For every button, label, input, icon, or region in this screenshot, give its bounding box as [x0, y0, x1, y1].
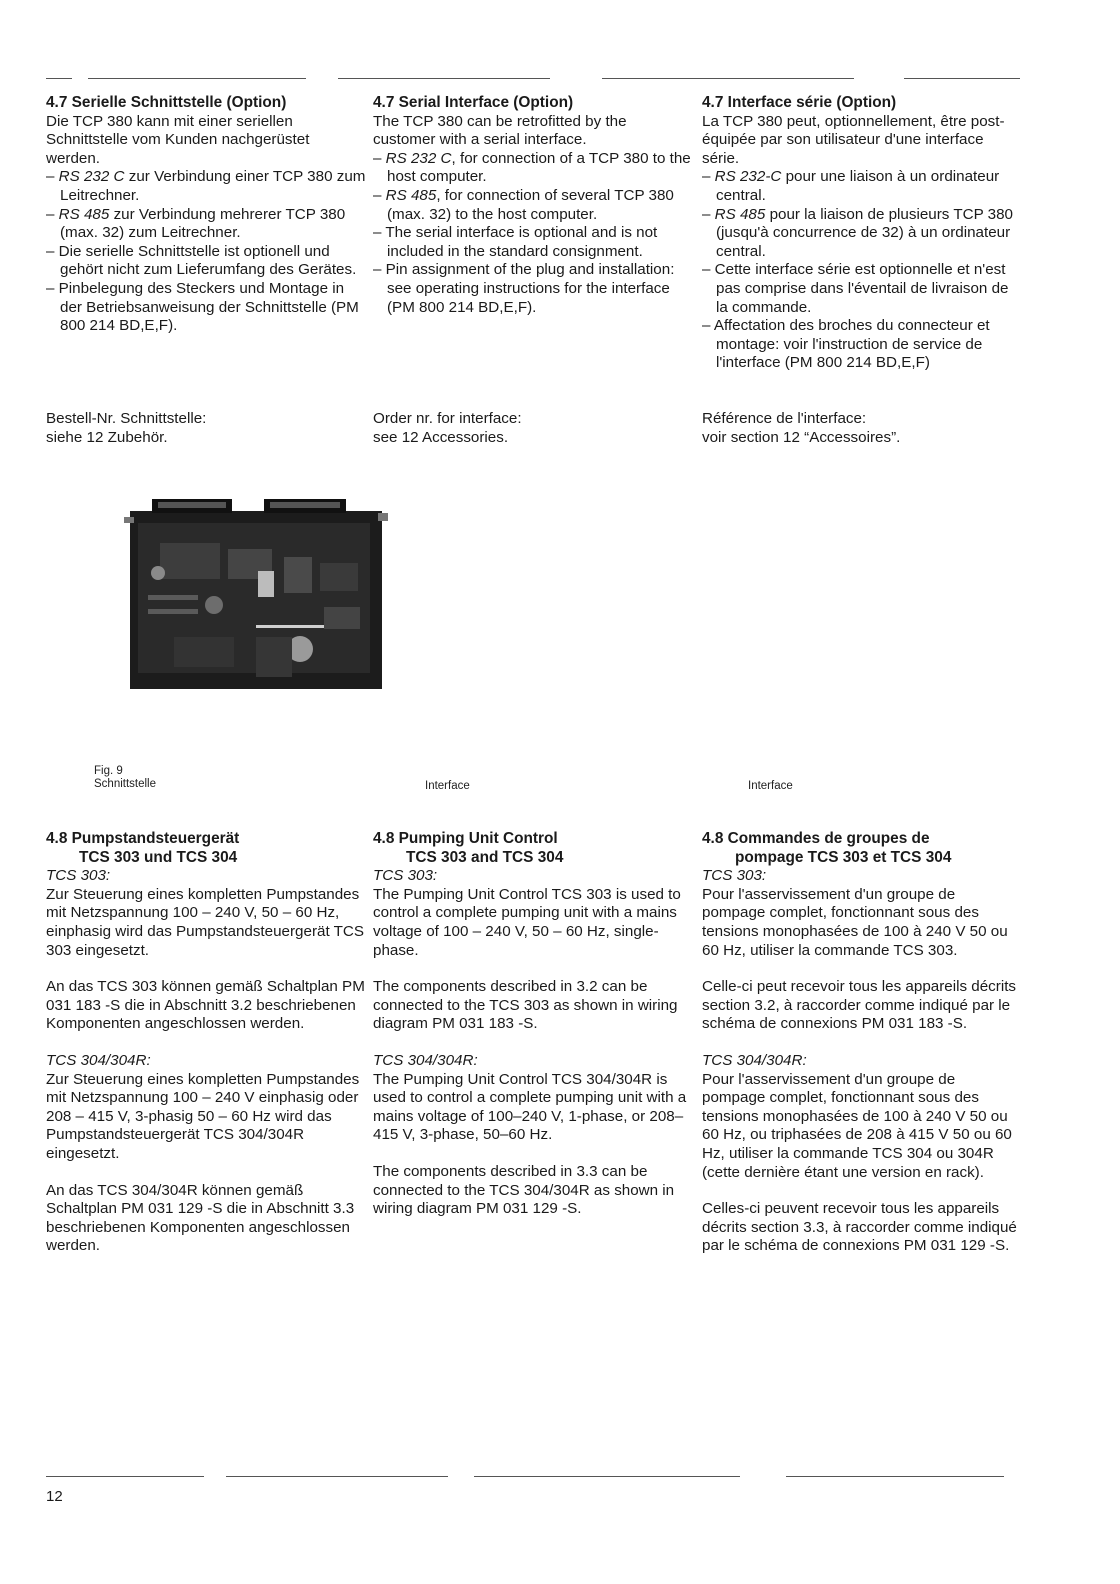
subheading-tcs304: TCS 304/304R:	[46, 1051, 151, 1069]
section-heading: 4.8 Commandes de groupes de pompage TCS 303 et TCS 304	[702, 830, 952, 866]
section-heading: 4.7 Interface série (Option)	[702, 94, 897, 111]
list-item: – RS 485 zur Verbindung mehrerer TCP 380 (max. 32) zum Leitrechner.	[46, 205, 346, 242]
paragraph: Celle-ci peut recevoir tous les appareils décrits section 3.2, à raccorder comme indiqué par le schéma de connexions PM 031 183 -S.	[702, 978, 1017, 1033]
list-item: – RS 232 C, for connection of a TCP 380 to the host computer.	[373, 149, 691, 186]
paragraph: Zur Steuerung eines kompletten Pumpstandes mit Netzspannung 100 – 240 V, 50 – 60 Hz, einphasig wird das Pumpstandsteuergerät TCS 303 eingesetzt.	[46, 885, 364, 959]
order-label: Référence de l'interface:	[702, 410, 867, 427]
figure-title: Interface	[748, 780, 793, 792]
paragraph: The components described in 3.2 can be connected to the TCS 303 as shown in wiring diagram PM 031 183 -S.	[373, 978, 678, 1033]
figure-caption-fr	[748, 780, 793, 793]
list-item: – Cette interface série est optionnelle et n'est pas comprise dans l'éventail de livraison de la commande.	[702, 261, 1009, 316]
subheading-tcs304: TCS 304/304R:	[373, 1051, 478, 1069]
order-reference-de	[46, 410, 366, 447]
paragraph: The components described in 3.3 can be connected to the TCS 304/304R as shown in wiring diagram PM 031 129 -S.	[373, 1162, 675, 1218]
intro-paragraph: Die TCP 380 kann mit einer seriellen Schnittstelle vom Kunden nachgerüstet werden.	[46, 112, 310, 167]
top-rule	[46, 78, 72, 79]
paragraph: Zur Steuerung eines kompletten Pumpstandes mit Netzspannung 100 – 240 V einphasig oder 208 – 415 V, 3-phasig 50 – 60 Hz wird das Pumpstandsteuergerät TCS 304/304R eingesetzt.	[46, 1070, 360, 1162]
page-number: 12	[46, 1488, 63, 1505]
order-label: Bestell-Nr. Schnittstelle:	[46, 410, 207, 427]
subheading-tcs303: TCS 303:	[373, 867, 438, 885]
order-label: Order nr. for interface:	[373, 410, 522, 427]
section-4-8-en	[373, 830, 693, 1219]
subheading-tcs304: TCS 304/304R:	[702, 1051, 807, 1069]
section-heading: 4.7 Serial Interface (Option)	[373, 94, 574, 111]
section-4-8-fr	[702, 830, 1022, 1256]
list-item: – Pinbelegung des Steckers und Montage in der Betriebsanweisung der Schnittstelle (PM 800 214 BD,E,F).	[46, 279, 359, 335]
list-item: – Die serielle Schnittstelle ist optionell und gehört nicht zum Lieferumfang des Gerätes.	[46, 242, 357, 279]
figure-title: Interface	[425, 780, 470, 792]
section-4-8-de	[46, 830, 366, 1256]
paragraph: The Pumping Unit Control TCS 304/304R is used to control a complete pumping unit with a mains voltage of 100–240 V, 1-phase, or 208–415 V, 3-phase, 50–60 Hz.	[373, 1070, 687, 1144]
list-item: – RS 485 pour la liaison de plusieurs TCP 380 (jusqu'à concurrence de 32) à un ordinateur central.	[702, 205, 1013, 260]
paragraph: An das TCS 303 können gemäß Schaltplan PM 031 183 -S die in Abschnitt 3.2 beschriebenen Komponenten angeschlossen werden.	[46, 978, 365, 1033]
top-rule	[602, 78, 854, 79]
figure-caption-en	[425, 780, 470, 793]
paragraph: The Pumping Unit Control TCS 303 is used to control a complete pumping unit with a mains voltage of 100 – 240 V, 50 – 60 Hz, single-phase.	[373, 885, 681, 959]
list-item: – Affectation des broches du connecteur et montage: voir l'instruction de service de l'interface (PM 800 214 BD,E,F)	[702, 317, 990, 372]
section-heading: 4.8 Pumping Unit Control TCS 303 and TCS 304	[373, 830, 564, 866]
list-item: – Pin assignment of the plug and installation: see operating instructions for the interface (PM 800 214 BD,E,F).	[373, 261, 675, 316]
bottom-rule	[474, 1476, 740, 1477]
subheading-tcs303: TCS 303:	[702, 867, 767, 885]
paragraph: An das TCS 304/304R können gemäß Schaltplan PM 031 129 -S die in Abschnitt 3.3 beschriebenen Komponenten angeschlossen werden.	[46, 1181, 355, 1255]
interface-board-photo	[124, 497, 388, 695]
list-item: – RS 232-C pour une liaison à un ordinateur central.	[702, 168, 1000, 204]
figure-number: Fig. 9	[94, 765, 123, 777]
order-link-text: voir section 12 “Accessoires”.	[702, 428, 901, 446]
figure-caption-de	[94, 765, 156, 791]
bottom-rule	[46, 1476, 204, 1477]
paragraph: Pour l'asservissement d'un groupe de pompage complet, fonctionnant sous des tensions monophasées de 100 à 240 V 50 ou 60 Hz, utiliser la commande TCS 303.	[702, 885, 1008, 959]
top-rule	[88, 78, 306, 79]
top-rule	[338, 78, 550, 79]
section-4-7-en	[373, 94, 693, 317]
order-reference-en	[373, 410, 693, 447]
intro-paragraph: La TCP 380 peut, optionnellement, être post-équipée par son utilisateur d'une interface série.	[702, 112, 1005, 167]
paragraph: Celles-ci peuvent recevoir tous les appareils décrits section 3.3, à raccorder comme indiqué par le schéma de connexions PM 031 129 -S.	[702, 1200, 1017, 1255]
order-reference-fr	[702, 410, 1022, 447]
figure-title: Schnittstelle	[94, 778, 157, 790]
section-heading: 4.8 Pumpstandsteuergerät TCS 303 und TCS 304	[46, 830, 240, 866]
order-link-text: siehe 12 Zubehör.	[46, 428, 168, 446]
section-heading: 4.7 Serielle Schnittstelle (Option)	[46, 94, 287, 111]
section-4-7-fr	[702, 94, 1022, 373]
bottom-rule	[226, 1476, 448, 1477]
bottom-rule	[786, 1476, 1004, 1477]
list-item: – RS 232 C zur Verbindung einer TCP 380 zum Leitrechner.	[46, 168, 366, 204]
top-rule	[904, 78, 1020, 79]
intro-paragraph: The TCP 380 can be retrofitted by the customer with a serial interface.	[373, 112, 627, 149]
paragraph: Pour l'asservissement d'un groupe de pompage complet, fonctionnant sous des tensions monophasées de 100 à 240 V 50 ou 60 Hz, ou triphasées de 208 à 415 V 50 ou 60 Hz, utiliser la commande TCS 304 ou 304R (cette dernière étant une version en rack).	[702, 1070, 1012, 1181]
order-link-text: see 12 Accessories.	[373, 428, 509, 446]
section-4-7-de	[46, 94, 366, 336]
subheading-tcs303: TCS 303:	[46, 867, 111, 885]
list-item: – The serial interface is optional and is not included in the standard consignment.	[373, 224, 658, 260]
list-item: – RS 485, for connection of several TCP 380 (max. 32) to the host computer.	[373, 186, 674, 223]
